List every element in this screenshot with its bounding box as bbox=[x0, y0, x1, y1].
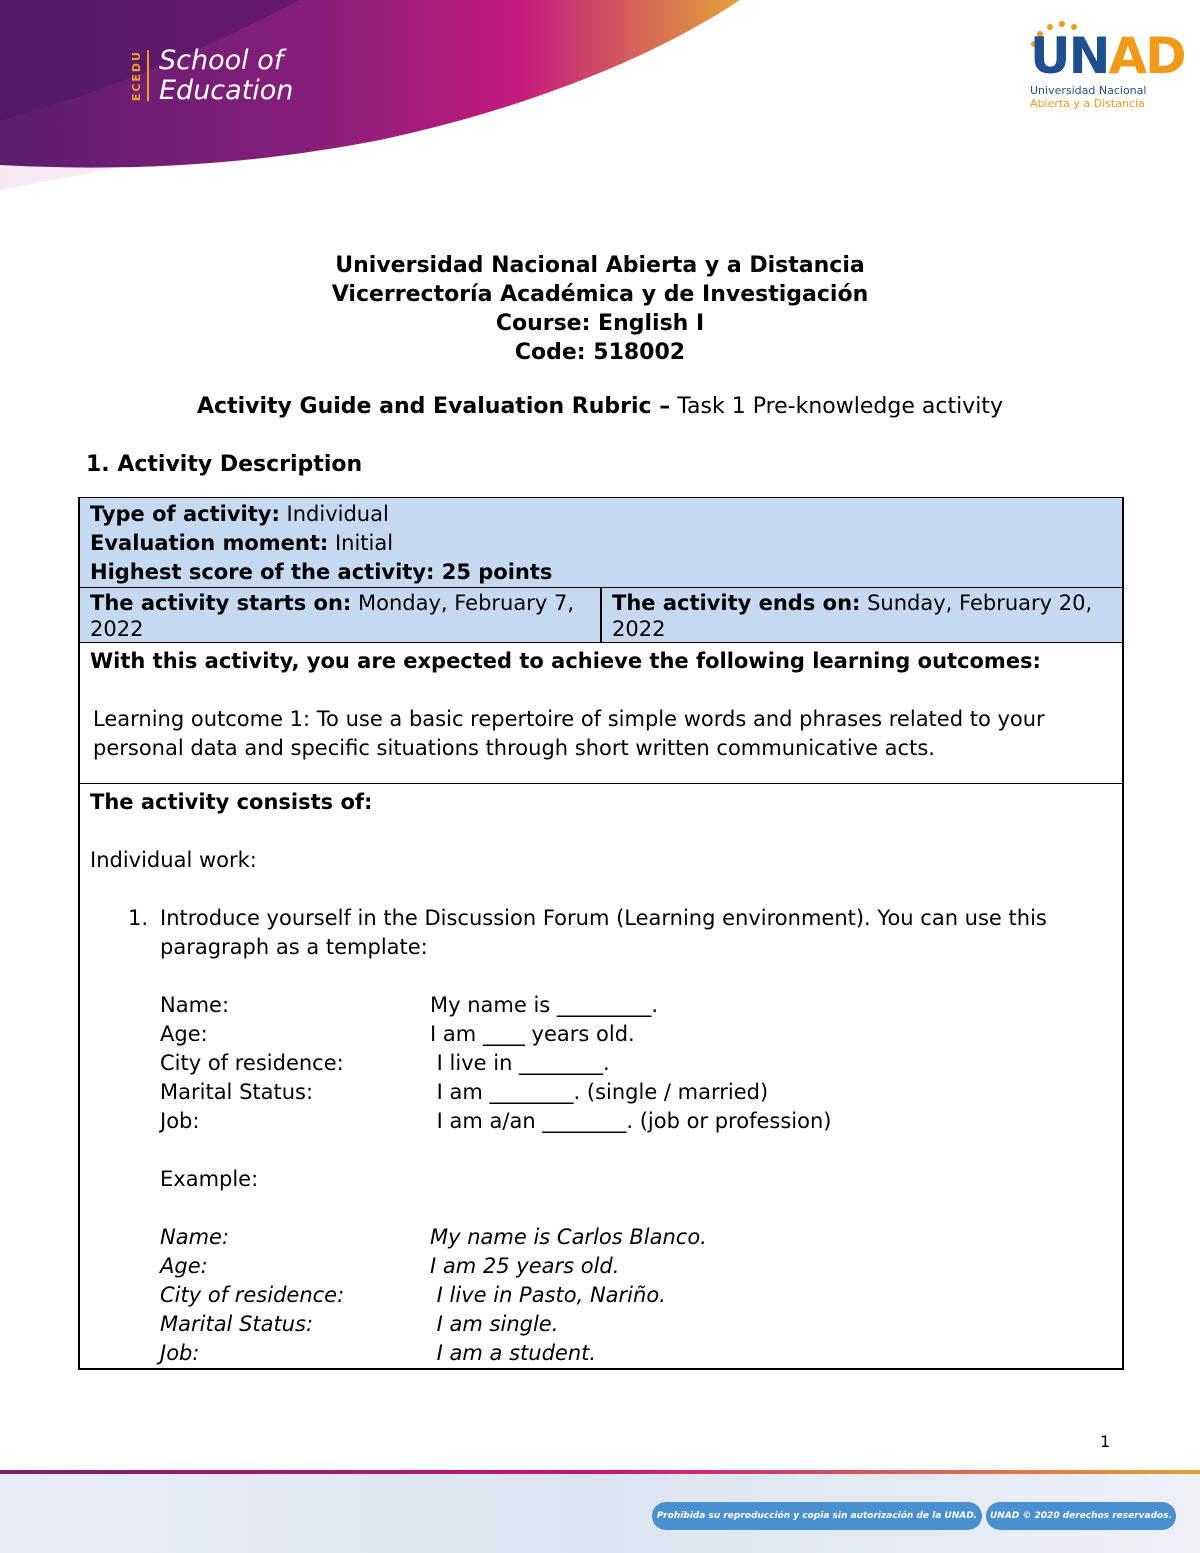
brand-line-2: Education bbox=[159, 75, 294, 106]
outcomes-row bbox=[80, 643, 1122, 784]
example-row-label: Name: bbox=[160, 1225, 230, 1249]
page-number: 1 bbox=[1100, 1432, 1111, 1451]
consists-heading: The activity consists of: bbox=[90, 790, 373, 814]
activity-info-row bbox=[80, 498, 1122, 588]
example-row-label: Marital Status: bbox=[160, 1312, 314, 1336]
example-row-value: I am a student. bbox=[430, 1341, 597, 1365]
type-value: Individual bbox=[279, 502, 389, 526]
template-label: Marital Status: bbox=[160, 1080, 314, 1104]
template-row bbox=[160, 1078, 1112, 1107]
outcomes-heading: With this activity, you are expected to achieve the following learning outcomes: bbox=[90, 649, 1041, 673]
university-title: Universidad Nacional Abierta y a Distancia bbox=[335, 253, 865, 278]
example-row-value: My name is Carlos Blanco. bbox=[430, 1225, 707, 1249]
dates-row bbox=[80, 588, 1122, 643]
example-label: Example: bbox=[160, 1167, 259, 1191]
footer-rights-text: UNAD © 2020 derechos reservados. bbox=[989, 1511, 1172, 1521]
template-label: Name: bbox=[160, 993, 230, 1017]
example-row-label: Job: bbox=[160, 1341, 200, 1365]
template-value: I live in ________. bbox=[430, 1051, 610, 1075]
type-label: Type of activity: bbox=[90, 502, 280, 526]
template-value: I am a/an ________. (job or profession) bbox=[430, 1109, 832, 1133]
unad-subtitle-2: Abierta y a Distancia bbox=[1030, 97, 1145, 110]
moment-value: Initial bbox=[328, 531, 394, 555]
template-value: I am ________. (single / married) bbox=[430, 1080, 769, 1104]
vicerrectoria-title: Vicerrectoría Académica y de Investigación bbox=[331, 282, 869, 307]
step-1 bbox=[90, 904, 1112, 962]
moment-label: Evaluation moment: bbox=[90, 531, 329, 555]
template-row bbox=[160, 1020, 1112, 1049]
template-label: City of residence: bbox=[160, 1051, 344, 1075]
guide-title-task: Task 1 Pre-knowledge activity bbox=[670, 394, 1003, 419]
consists-row bbox=[80, 784, 1122, 1368]
template-label: Age: bbox=[160, 1022, 208, 1046]
brand-line-1: School of bbox=[159, 45, 284, 76]
learning-outcome-1: Learning outcome 1: To use a basic repertoire of simple words and phrases related to your personal data and specific situations through short written communicative acts. bbox=[93, 707, 1045, 760]
step-1-number: 1. bbox=[127, 906, 148, 930]
unad-logo bbox=[1030, 27, 1185, 110]
activity-table bbox=[78, 497, 1124, 1370]
unad-subtitle-1: Universidad Nacional bbox=[1030, 84, 1147, 97]
individual-work-label: Individual work: bbox=[90, 848, 257, 872]
template-row bbox=[160, 991, 1112, 1020]
example-row bbox=[160, 1339, 1112, 1368]
school-of-education-logo bbox=[130, 46, 293, 106]
footer-rights-notice bbox=[986, 1502, 1176, 1530]
template-value: My name is _________. bbox=[430, 993, 659, 1017]
document-titles bbox=[0, 251, 1200, 367]
example-row-label: City of residence: bbox=[160, 1283, 345, 1307]
header-banner bbox=[0, 0, 1200, 230]
end-date-cell bbox=[602, 588, 1122, 642]
section-heading: 1. Activity Description bbox=[86, 452, 363, 477]
footer-notice-text: Prohibida su reproducción y copia sin autorización de la UNAD. bbox=[656, 1511, 978, 1521]
example-row bbox=[160, 1223, 1112, 1252]
example-row-value: I am 25 years old. bbox=[430, 1254, 620, 1278]
example-row bbox=[160, 1252, 1112, 1281]
starts-label: The activity starts on: bbox=[90, 591, 352, 615]
template-row bbox=[160, 1107, 1112, 1136]
template-label: Job: bbox=[160, 1109, 200, 1133]
footer-copyright-notice bbox=[652, 1502, 982, 1530]
guide-title bbox=[0, 394, 1200, 419]
starts-value: Monday, February 7, 2022 bbox=[90, 591, 575, 641]
course-code: Code: 518002 bbox=[514, 340, 686, 365]
start-date-cell bbox=[80, 588, 602, 642]
highest-score: Highest score of the activity: 25 points bbox=[90, 560, 553, 584]
example-row-value: I live in Pasto, Nariño. bbox=[430, 1283, 666, 1307]
unad-letters-ad: AD bbox=[1108, 27, 1185, 85]
example-row-value: I am single. bbox=[430, 1312, 559, 1336]
template-value: I am ____ years old. bbox=[430, 1022, 635, 1046]
ecedu-mark: ECEDU bbox=[130, 50, 149, 101]
example-row bbox=[160, 1281, 1112, 1310]
unad-letter-n: N bbox=[1068, 27, 1109, 85]
ends-value: Sunday, February 20, 2022 bbox=[612, 591, 1093, 641]
template-block bbox=[160, 991, 1112, 1368]
step-1-text: Introduce yourself in the Discussion Forum (Learning environment). You can use this paragraph as a template: bbox=[160, 906, 1047, 959]
example-row-label: Age: bbox=[160, 1254, 208, 1278]
ends-label: The activity ends on: bbox=[612, 591, 861, 615]
template-row bbox=[160, 1049, 1112, 1078]
guide-title-bold: Activity Guide and Evaluation Rubric – bbox=[197, 394, 671, 419]
unad-letter-u: U bbox=[1030, 27, 1069, 85]
course-title: Course: English I bbox=[495, 311, 705, 336]
example-row bbox=[160, 1310, 1112, 1339]
